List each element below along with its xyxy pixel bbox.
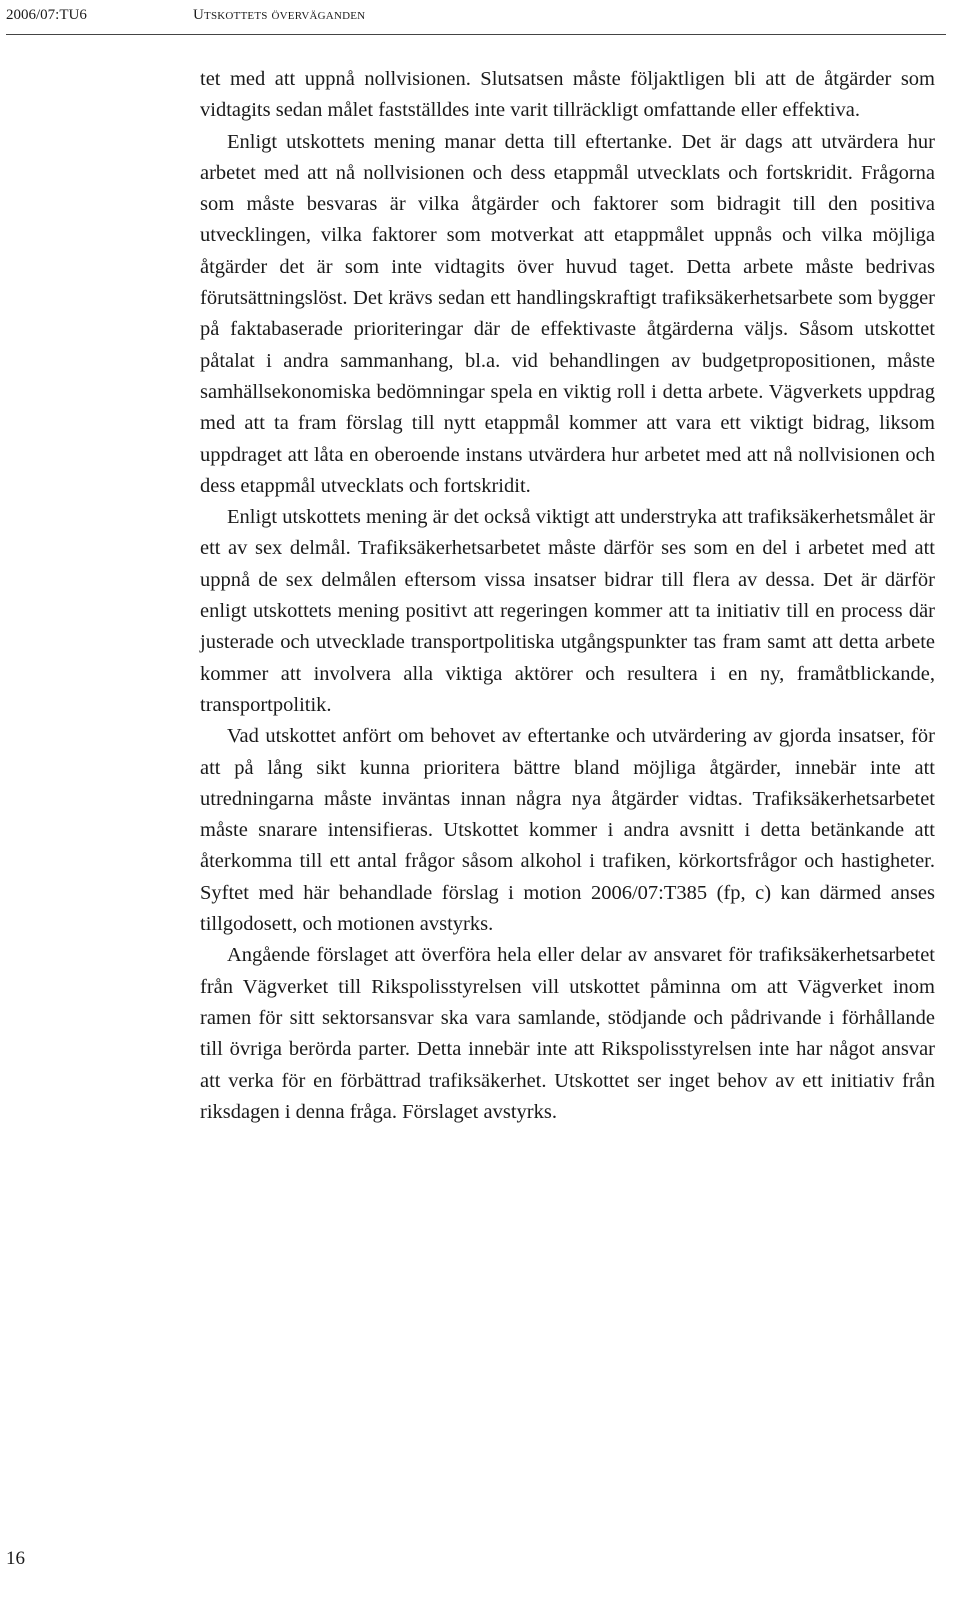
paragraph: Enligt utskottets mening är det också viktigt att understryka att trafiksäkerhetsmålet är ett av sex delmål. Trafiksäkerhetsarbetet måste därför ses som en del i arbetet med att uppnå de sex delmålen eftersom vissa insatser bidrar till flera av dessa. Det är därför enligt utskottets mening positivt att regeringen kommer att ta initiativ till en process där justerade och utvecklade transportpolitiska utgångspunkter tas fram samt att detta arbete kommer att involvera alla viktiga aktörer och resultera i en ny, framåtblickande, transportpolitik. xyxy=(200,506,935,716)
body-text xyxy=(200,64,935,1128)
paragraph: Vad utskottet anfört om behovet av eftertanke och utvärdering av gjorda insatser, för att på lång sikt kunna prioritera bättre bland möjliga åtgärder, innebär inte att utredningarna måste inväntas innan några nya åtgärder vidtas. Trafiksäkerhetsarbetet måste snarare intensifieras. Utskottet kommer i andra avsnitt i detta betänkande att återkomma till ett antal frågor såsom alkohol i trafiken, körkortsfrågor och hastigheter. Syftet med här behandlade förslag i motion 2006/07:T385 (fp, c) kan därmed anses tillgodosett, och motionen avstyrks. xyxy=(200,725,935,936)
document-code: 2006/07:TU6 xyxy=(6,7,87,23)
paragraph-continuation: tet med att uppnå nollvisionen. Slutsatsen måste följaktligen bli att de åtgärder som vidtagits sedan målet fastställdes inte varit tillräckligt omfattande eller effektiva. xyxy=(200,68,935,122)
paragraph: Enligt utskottets mening manar detta till eftertanke. Det är dags att utvärdera hur arbetet med att nå nollvisionen och dess etappmål utvecklats och fortskridit. Frågorna som måste besvaras är vilka åtgärder och faktorer som bidragit till den positiva utvecklingen, vilka faktorer som motverkat att etappmålet uppnås och vilka möjliga åtgärder det är som inte vidtagits över huvud taget. Detta arbete måste bedrivas förutsättningslöst. Det krävs sedan ett handlingskraftigt trafiksäkerhetsarbete som bygger på faktabaserade prioriteringar där de effektivaste åtgärderna väljs. Såsom utskottet påtalat i andra sammanhang, bl.a. vid behandlingen av budgetpropositionen, måste samhällsekonomiska bedömningar spela en viktig roll i detta arbete. Vägverkets uppdrag med att ta fram förslag till nytt etappmål kommer att vara ett viktigt bidrag, liksom uppdraget att låta en oberoende instans utvärdera hur arbetet med att nå nollvisionen och dess etappmål utvecklats och fortskridit. xyxy=(200,130,935,497)
page-header xyxy=(6,4,946,35)
section-title: Utskottets överväganden xyxy=(193,7,366,23)
page-number: 16 xyxy=(6,1548,25,1569)
paragraph: Angående förslaget att överföra hela eller delar av ansvaret för trafiksäkerhetsarbetet från Vägverket till Rikspolisstyrelsen vill utskottet påminna om att Vägverket inom ramen för sitt sektorsansvar ska vara samlande, stödjande och pådrivande i förhållande till övriga berörda parter. Detta innebär inte att Rikspolisstyrelsen inte har något ansvar att verka för en förbättrad trafiksäkerhet. Utskottet ser inget behov av ett initiativ från riksdagen i denna fråga. Förslaget avstyrks. xyxy=(200,944,935,1123)
